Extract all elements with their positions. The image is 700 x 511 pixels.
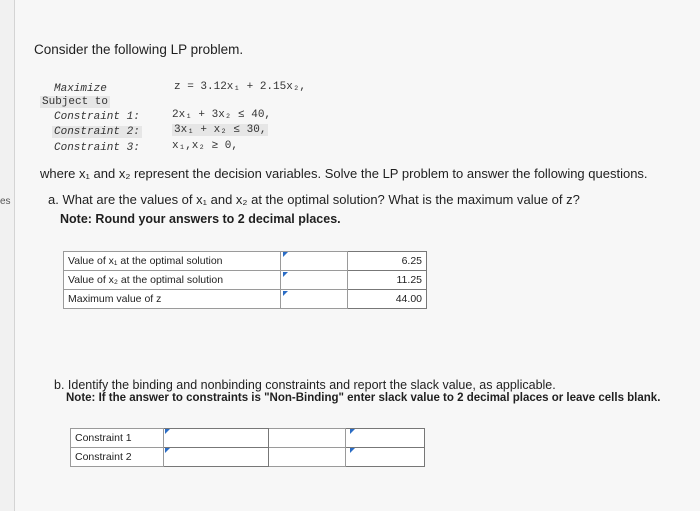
x2-value-input[interactable]: 11.25 [348,271,427,290]
constraint-3-expr: x₁,x₂ ≥ 0, [172,140,239,152]
table-row [71,448,425,467]
input-corner-marker [350,448,355,453]
table-row [64,271,427,290]
subject-to-label: Subject to [42,96,109,108]
empty-cell [269,448,346,467]
input-corner-marker [165,448,170,453]
part-b-note: Note: If the answer to constraints is "Non-Binding" enter slack value to 2 decimal places or leave cells blank. [66,392,661,404]
maximize-label: Maximize [54,83,107,95]
part-a-question: a. What are the values of x₁ and x₂ at the optimal solution? What is the maximum value of z? [48,192,580,207]
row-label-z: Maximum value of z [64,290,281,309]
empty-cell [281,252,348,271]
table-row [64,290,427,309]
x1-value-input[interactable]: 6.25 [348,252,427,271]
constraint-2-expr: 3x₁ + x₂ ≤ 30, [174,124,267,136]
constraint-2-status-input[interactable] [164,448,269,467]
constraint-2-row-label: Constraint 2 [71,448,164,467]
z-value-input[interactable]: 44.00 [348,290,427,309]
row-label-x2: Value of x₂ at the optimal solution [64,271,281,290]
constraint-1-status-input[interactable] [164,429,269,448]
left-edge-panel [0,0,15,511]
variables-description: where x₁ and x₂ represent the decision variables. Solve the LP problem to answer the following questions. [40,166,648,181]
constraint-1-row-label: Constraint 1 [71,429,164,448]
left-tab-label: es [0,196,11,207]
input-corner-marker [283,291,288,296]
table-row [71,429,425,448]
constraint-3-label: Constraint 3: [54,142,140,154]
constraint-2-label: Constraint 2: [54,126,140,138]
constraint-1-expr: 2x₁ + 3x₂ ≤ 40, [172,109,272,121]
objective-function: z = 3.12x₁ + 2.15x₂, [174,81,307,93]
input-corner-marker [283,252,288,257]
part-a-note: Note: Round your answers to 2 decimal places. [60,212,341,226]
constraint-1-slack-input[interactable] [346,429,425,448]
input-corner-marker [350,429,355,434]
part-b-question: b. Identify the binding and nonbinding constraints and report the slack value, as applicable. [54,378,556,392]
part-a-answer-table [63,251,427,309]
empty-cell [281,271,348,290]
input-corner-marker [283,272,288,277]
constraint-2-slack-input[interactable] [346,448,425,467]
table-row [64,252,427,271]
input-corner-marker [165,429,170,434]
row-label-x1: Value of x₁ at the optimal solution [64,252,281,271]
empty-cell [281,290,348,309]
problem-title: Consider the following LP problem. [34,42,244,57]
empty-cell [269,429,346,448]
part-b-constraint-table [70,428,425,467]
constraint-1-label: Constraint 1: [54,111,140,123]
